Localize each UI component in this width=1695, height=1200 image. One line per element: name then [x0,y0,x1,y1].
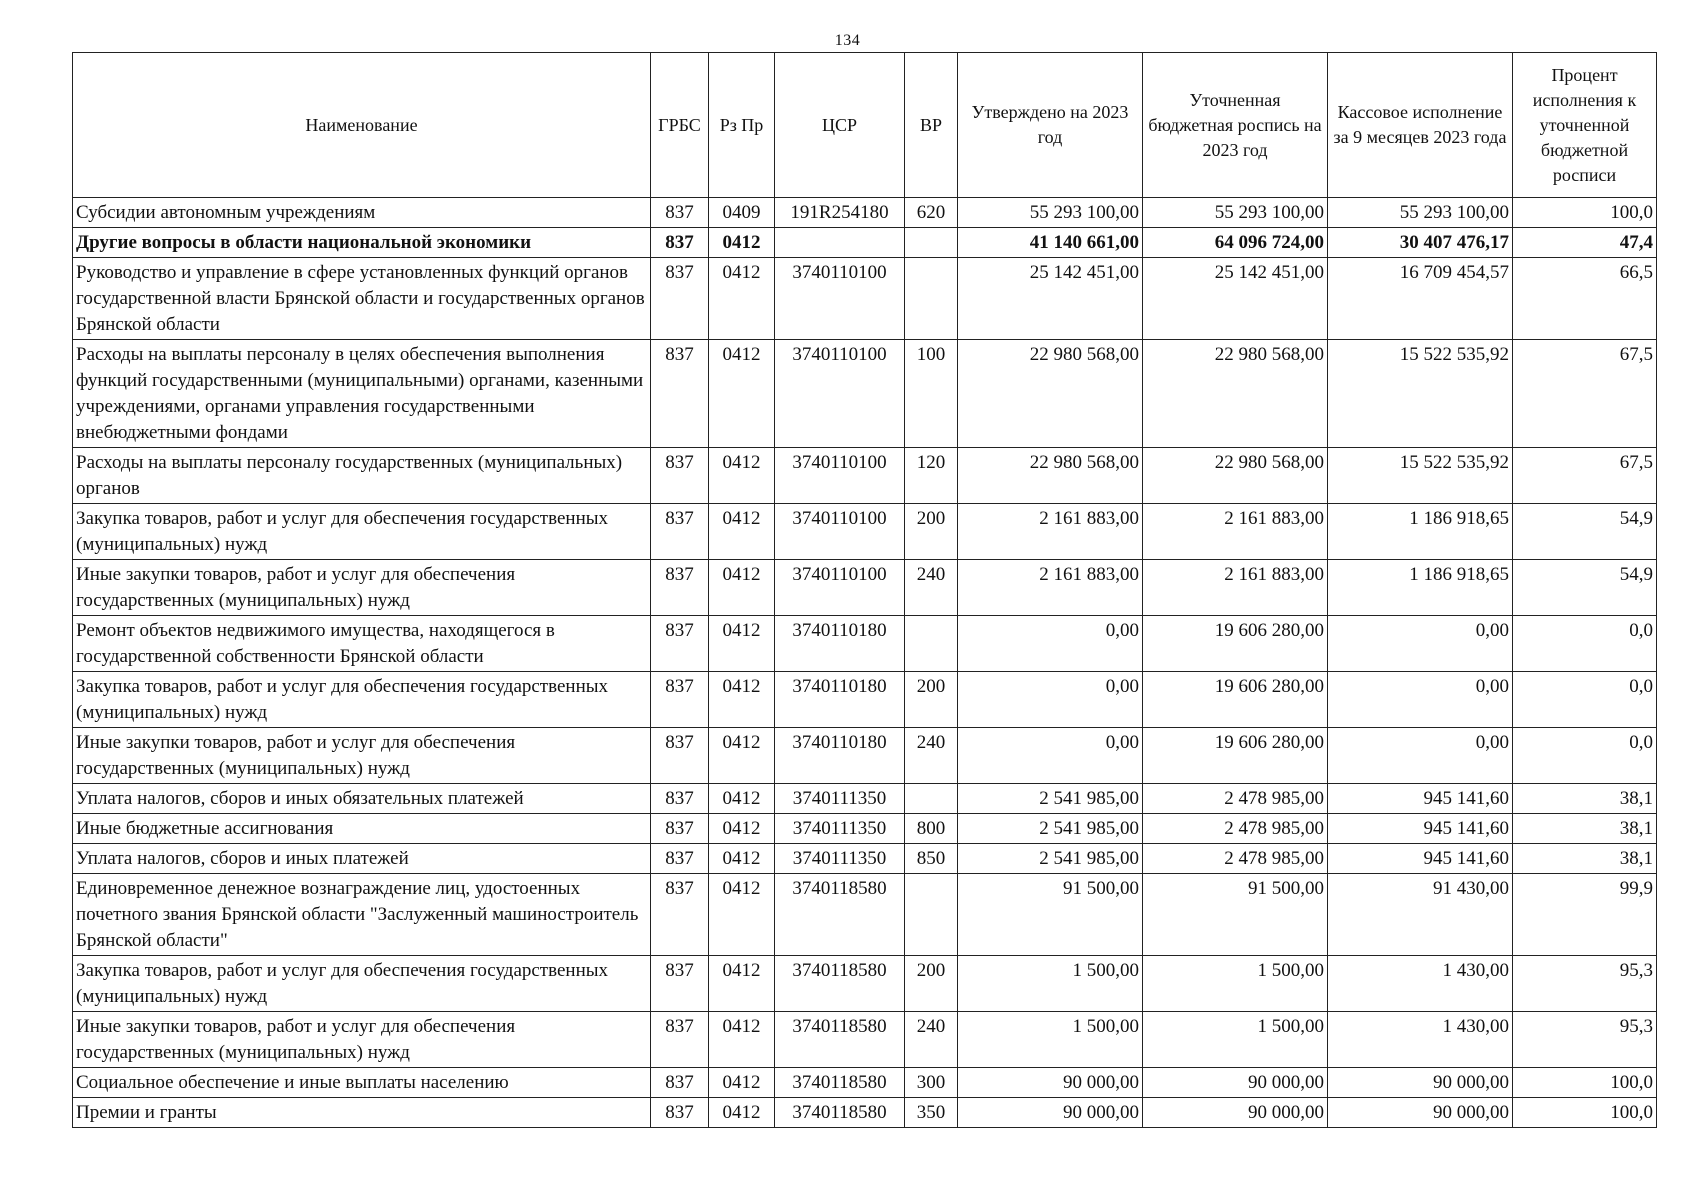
table-row [73,844,1657,874]
cell-grbs: 837 [651,1012,709,1068]
cell-percent: 100,0 [1513,198,1657,228]
cell-executed: 90 000,00 [1328,1098,1513,1128]
cell-executed: 91 430,00 [1328,874,1513,956]
cell-vr: 350 [905,1098,958,1128]
header-refined: Уточненная бюджетная роспись на 2023 год [1143,53,1328,198]
cell-executed: 90 000,00 [1328,1068,1513,1098]
cell-percent: 95,3 [1513,1012,1657,1068]
cell-rzpr: 0412 [709,814,775,844]
cell-grbs: 837 [651,228,709,258]
cell-vr [905,784,958,814]
cell-refined: 64 096 724,00 [1143,228,1328,258]
cell-approved: 1 500,00 [958,956,1143,1012]
cell-percent: 100,0 [1513,1098,1657,1128]
budget-table [72,52,1657,1128]
table-row [73,504,1657,560]
cell-name: Иные закупки товаров, работ и услуг для обеспечения государственных (муниципальных) нужд [73,1012,651,1068]
header-executed: Кассовое исполнение за 9 месяцев 2023 года [1328,53,1513,198]
cell-rzpr: 0412 [709,1068,775,1098]
cell-name: Закупка товаров, работ и услуг для обеспечения государственных (муниципальных) нужд [73,504,651,560]
cell-csr: 3740110100 [775,504,905,560]
cell-percent: 0,0 [1513,616,1657,672]
cell-approved: 2 161 883,00 [958,504,1143,560]
cell-percent: 38,1 [1513,784,1657,814]
cell-approved: 1 500,00 [958,1012,1143,1068]
header-approved: Утверждено на 2023 год [958,53,1143,198]
cell-percent: 54,9 [1513,504,1657,560]
cell-name: Субсидии автономным учреждениям [73,198,651,228]
cell-rzpr: 0412 [709,258,775,340]
cell-percent: 67,5 [1513,340,1657,448]
cell-rzpr: 0412 [709,504,775,560]
cell-grbs: 837 [651,784,709,814]
cell-vr [905,228,958,258]
cell-name: Расходы на выплаты персоналу государственных (муниципальных) органов [73,448,651,504]
cell-name: Закупка товаров, работ и услуг для обеспечения государственных (муниципальных) нужд [73,956,651,1012]
header-name: Наименование [73,53,651,198]
cell-csr: 3740111350 [775,844,905,874]
cell-name: Уплата налогов, сборов и иных обязательных платежей [73,784,651,814]
cell-vr [905,258,958,340]
cell-name: Ремонт объектов недвижимого имущества, находящегося в государственной собственности Брянской области [73,616,651,672]
cell-rzpr: 0409 [709,198,775,228]
cell-executed: 0,00 [1328,728,1513,784]
cell-rzpr: 0412 [709,560,775,616]
cell-vr: 200 [905,504,958,560]
cell-rzpr: 0412 [709,672,775,728]
header-vr: ВР [905,53,958,198]
cell-refined: 90 000,00 [1143,1098,1328,1128]
cell-rzpr: 0412 [709,340,775,448]
cell-executed: 16 709 454,57 [1328,258,1513,340]
cell-refined: 25 142 451,00 [1143,258,1328,340]
table-row [73,198,1657,228]
cell-grbs: 837 [651,258,709,340]
cell-csr: 3740110180 [775,616,905,672]
cell-vr: 240 [905,728,958,784]
cell-csr: 3740110180 [775,728,905,784]
header-percent: Процент исполнения к уточненной бюджетной росписи [1513,53,1657,198]
cell-grbs: 837 [651,198,709,228]
cell-executed: 1 186 918,65 [1328,504,1513,560]
table-row [73,728,1657,784]
cell-csr: 3740111350 [775,814,905,844]
cell-csr: 3740118580 [775,874,905,956]
cell-rzpr: 0412 [709,874,775,956]
cell-approved: 91 500,00 [958,874,1143,956]
header-grbs: ГРБС [651,53,709,198]
cell-percent: 54,9 [1513,560,1657,616]
cell-executed: 945 141,60 [1328,814,1513,844]
table-row [73,784,1657,814]
table-row [73,340,1657,448]
cell-executed: 0,00 [1328,672,1513,728]
cell-name: Социальное обеспечение и иные выплаты населению [73,1068,651,1098]
cell-executed: 30 407 476,17 [1328,228,1513,258]
cell-grbs: 837 [651,448,709,504]
cell-grbs: 837 [651,560,709,616]
cell-grbs: 837 [651,956,709,1012]
cell-vr: 240 [905,560,958,616]
cell-refined: 2 161 883,00 [1143,504,1328,560]
cell-grbs: 837 [651,340,709,448]
cell-rzpr: 0412 [709,1012,775,1068]
header-rzpr: Рз Пр [709,53,775,198]
cell-vr [905,616,958,672]
cell-refined: 91 500,00 [1143,874,1328,956]
table-row [73,560,1657,616]
cell-refined: 1 500,00 [1143,956,1328,1012]
cell-percent: 38,1 [1513,844,1657,874]
cell-vr: 300 [905,1068,958,1098]
table-row [73,814,1657,844]
cell-percent: 95,3 [1513,956,1657,1012]
cell-grbs: 837 [651,874,709,956]
cell-rzpr: 0412 [709,784,775,814]
cell-executed: 1 430,00 [1328,956,1513,1012]
cell-percent: 99,9 [1513,874,1657,956]
cell-executed: 0,00 [1328,616,1513,672]
table-row [73,1098,1657,1128]
cell-vr: 200 [905,956,958,1012]
table-row [73,258,1657,340]
cell-name: Руководство и управление в сфере установленных функций органов государственной власти Брянской области и государственных органов Брянской области [73,258,651,340]
table-row [73,616,1657,672]
table-row [73,672,1657,728]
cell-grbs: 837 [651,814,709,844]
table-row [73,448,1657,504]
cell-vr: 800 [905,814,958,844]
cell-executed: 945 141,60 [1328,784,1513,814]
cell-name: Единовременное денежное вознаграждение лиц, удостоенных почетного звания Брянской области "Заслуженный машиностроитель Брянской области" [73,874,651,956]
cell-grbs: 837 [651,504,709,560]
cell-approved: 0,00 [958,672,1143,728]
table-row [73,874,1657,956]
cell-percent: 0,0 [1513,728,1657,784]
cell-approved: 2 161 883,00 [958,560,1143,616]
cell-name: Расходы на выплаты персоналу в целях обеспечения выполнения функций государственными (муниципальными) органами, казенными учреждениями, органами управления государственными внебюджетными фондами [73,340,651,448]
cell-approved: 0,00 [958,728,1143,784]
cell-grbs: 837 [651,728,709,784]
cell-grbs: 837 [651,844,709,874]
cell-csr: 3740110180 [775,672,905,728]
cell-approved: 2 541 985,00 [958,814,1143,844]
cell-vr: 240 [905,1012,958,1068]
cell-vr: 120 [905,448,958,504]
cell-csr: 3740110100 [775,340,905,448]
cell-grbs: 837 [651,1098,709,1128]
cell-approved: 22 980 568,00 [958,448,1143,504]
cell-name: Иные закупки товаров, работ и услуг для обеспечения государственных (муниципальных) нужд [73,728,651,784]
cell-csr: 3740110100 [775,258,905,340]
cell-executed: 15 522 535,92 [1328,340,1513,448]
cell-vr: 850 [905,844,958,874]
cell-approved: 90 000,00 [958,1098,1143,1128]
table-row [73,1068,1657,1098]
cell-csr: 3740118580 [775,1098,905,1128]
cell-executed: 945 141,60 [1328,844,1513,874]
cell-refined: 19 606 280,00 [1143,616,1328,672]
cell-rzpr: 0412 [709,844,775,874]
cell-csr: 3740110100 [775,448,905,504]
cell-rzpr: 0412 [709,448,775,504]
cell-csr [775,228,905,258]
cell-name: Иные закупки товаров, работ и услуг для обеспечения государственных (муниципальных) нужд [73,560,651,616]
table-body [73,198,1657,1128]
cell-name: Другие вопросы в области национальной экономики [73,228,651,258]
cell-refined: 2 478 985,00 [1143,784,1328,814]
cell-percent: 38,1 [1513,814,1657,844]
cell-percent: 100,0 [1513,1068,1657,1098]
cell-grbs: 837 [651,672,709,728]
cell-refined: 90 000,00 [1143,1068,1328,1098]
cell-name: Премии и гранты [73,1098,651,1128]
cell-refined: 19 606 280,00 [1143,728,1328,784]
cell-percent: 67,5 [1513,448,1657,504]
cell-csr: 3740118580 [775,1012,905,1068]
cell-approved: 55 293 100,00 [958,198,1143,228]
cell-approved: 22 980 568,00 [958,340,1143,448]
cell-csr: 191R254180 [775,198,905,228]
table-row [73,1012,1657,1068]
cell-name: Уплата налогов, сборов и иных платежей [73,844,651,874]
cell-csr: 3740110100 [775,560,905,616]
cell-percent: 0,0 [1513,672,1657,728]
cell-rzpr: 0412 [709,616,775,672]
cell-percent: 47,4 [1513,228,1657,258]
cell-name: Иные бюджетные ассигнования [73,814,651,844]
cell-rzpr: 0412 [709,1098,775,1128]
page-number: 134 [834,32,861,49]
cell-grbs: 837 [651,616,709,672]
cell-name: Закупка товаров, работ и услуг для обеспечения государственных (муниципальных) нужд [73,672,651,728]
cell-vr: 100 [905,340,958,448]
cell-executed: 1 186 918,65 [1328,560,1513,616]
cell-csr: 3740118580 [775,956,905,1012]
cell-csr: 3740111350 [775,784,905,814]
cell-csr: 3740118580 [775,1068,905,1098]
cell-refined: 2 478 985,00 [1143,814,1328,844]
cell-vr [905,874,958,956]
cell-approved: 25 142 451,00 [958,258,1143,340]
cell-approved: 90 000,00 [958,1068,1143,1098]
cell-approved: 41 140 661,00 [958,228,1143,258]
cell-refined: 22 980 568,00 [1143,448,1328,504]
cell-executed: 1 430,00 [1328,1012,1513,1068]
table-row [73,228,1657,258]
table-row [73,956,1657,1012]
cell-grbs: 837 [651,1068,709,1098]
cell-executed: 55 293 100,00 [1328,198,1513,228]
cell-executed: 15 522 535,92 [1328,448,1513,504]
cell-refined: 2 478 985,00 [1143,844,1328,874]
cell-rzpr: 0412 [709,728,775,784]
cell-vr: 620 [905,198,958,228]
cell-refined: 19 606 280,00 [1143,672,1328,728]
cell-rzpr: 0412 [709,228,775,258]
cell-approved: 2 541 985,00 [958,844,1143,874]
cell-approved: 0,00 [958,616,1143,672]
cell-vr: 200 [905,672,958,728]
cell-percent: 66,5 [1513,258,1657,340]
cell-refined: 2 161 883,00 [1143,560,1328,616]
table-header-row [73,53,1657,198]
cell-refined: 1 500,00 [1143,1012,1328,1068]
cell-rzpr: 0412 [709,956,775,1012]
cell-refined: 22 980 568,00 [1143,340,1328,448]
cell-refined: 55 293 100,00 [1143,198,1328,228]
cell-approved: 2 541 985,00 [958,784,1143,814]
header-csr: ЦСР [775,53,905,198]
